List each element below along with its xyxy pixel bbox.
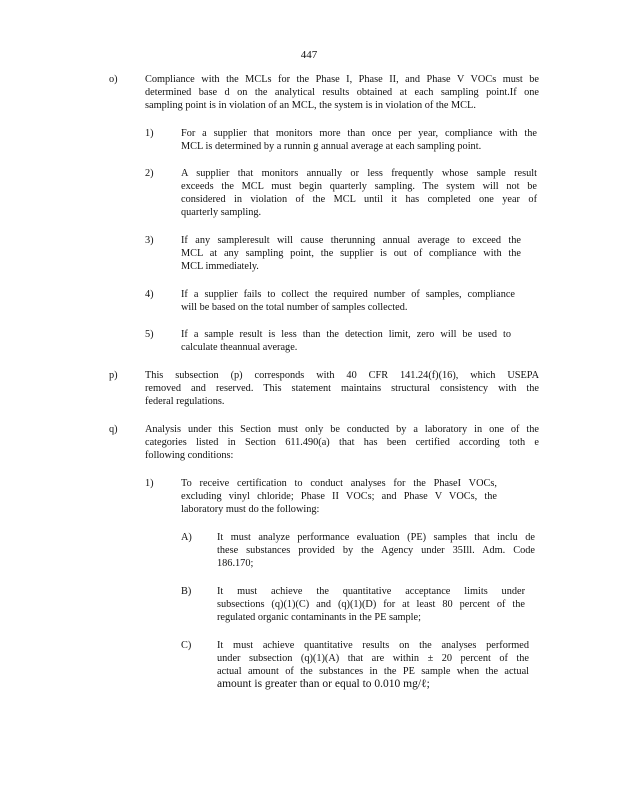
item-p-label: p): [109, 370, 118, 381]
text-line: If a sample result is less than the detection limit, zero will be used to: [181, 329, 511, 340]
item-o-4-label: 4): [145, 289, 154, 300]
text-line: categories listed in Section 611.490(a) that has been certified according toth e: [145, 437, 539, 448]
text-line: 186.170;: [217, 558, 254, 569]
text-line: For a supplier that monitors more than once per year, compliance with the: [181, 128, 537, 139]
text-line: Compliance with the MCLs for the Phase I, Phase II, and Phase V VOCs must be: [145, 74, 539, 85]
text-line: following conditions:: [145, 450, 234, 461]
text-line: It must achieve quantitative results on the analyses performed: [217, 640, 529, 651]
text-line: This subsection (p) corresponds with 40 CFR 141.24(f)(16), which USEPA: [145, 370, 539, 381]
item-q-1-text: [181, 477, 497, 516]
text-line: calculate theannual average.: [181, 342, 298, 353]
item-o-3-label: 3): [145, 235, 154, 246]
text-line: If a supplier fails to collect the required number of samples, compliance: [181, 289, 515, 300]
text-line: It must analyze performance evaluation (PE) samples that inclu de: [217, 532, 535, 543]
text-line: removed and reserved. This statement maintains structural consistency with the: [145, 383, 539, 394]
item-o-1-label: 1): [145, 128, 154, 139]
text-line: If any sampleresult will cause therunning annual average to exceed the: [181, 235, 521, 246]
item-q-1-b-text: [217, 585, 525, 624]
text-line: MCL immediately.: [181, 261, 259, 272]
text-line: actual amount of the substances in the PE sample when the actual: [217, 666, 529, 677]
text-line: laboratory must do the following:: [181, 504, 320, 515]
text-line: It must achieve the quantitative acceptance limits under: [217, 586, 525, 597]
text-line: A supplier that monitors annually or less frequently whose sample result: [181, 168, 537, 179]
text-line: will be based on the total number of samples collected.: [181, 302, 408, 313]
text-line: amount is greater than or equal to 0.010 mg/ℓ;: [217, 678, 430, 690]
item-o-3-text: [181, 234, 521, 273]
item-o-5-text: [181, 328, 511, 354]
text-line: federal regulations.: [145, 396, 225, 407]
item-o-2-text: [181, 167, 537, 219]
text-line: MCL at any sampling point, the supplier is out of compliance with the: [181, 248, 521, 259]
item-q-1-c-label: C): [181, 640, 192, 651]
text-line: quarterly sampling.: [181, 207, 262, 218]
text-line: To receive certification to conduct analyses for the PhaseI VOCs,: [181, 478, 497, 489]
item-o-4-text: [181, 288, 515, 314]
item-p-text: [145, 369, 539, 408]
item-o-1-text: [181, 127, 537, 153]
item-q-text: [145, 423, 539, 462]
text-line: exceeds the MCL must begin quarterly sampling. The system will not be: [181, 181, 537, 192]
text-line: determined base d on the analytical results obtained at each sampling point.If one: [145, 87, 539, 98]
text-line: subsections (q)(1)(C) and (q)(1)(D) for at least 80 percent of the: [217, 599, 525, 610]
text-line: Analysis under this Section must only be conducted by a laboratory in one of the: [145, 424, 539, 435]
text-line: MCL is determined by a runnin g annual average at each sampling point.: [181, 141, 482, 152]
text-line: sampling point is in violation of an MCL, the system is in violation of the MCL.: [145, 100, 476, 111]
item-q-1-label: 1): [145, 478, 154, 489]
text-line: these substances provided by the Agency under 35Ill. Adm. Code: [217, 545, 535, 556]
text-line: regulated organic contaminants in the PE sample;: [217, 612, 421, 623]
item-o-2-label: 2): [145, 168, 154, 179]
page-number: 447: [300, 49, 318, 61]
item-o-5-label: 5): [145, 329, 154, 340]
text-line: under subsection (q)(1)(A) that are within ± 20 percent of the: [217, 653, 529, 664]
text-line: considered in violation of the MCL until it has completed one year of: [181, 194, 537, 205]
item-o-label: o): [109, 74, 118, 85]
item-q-1-b-label: B): [181, 586, 192, 597]
item-o-text: [145, 73, 539, 112]
item-q-label: q): [109, 424, 118, 435]
item-q-1-a-label: A): [181, 532, 192, 543]
item-q-1-a-text: [217, 531, 535, 570]
item-q-1-c-text: [217, 639, 529, 691]
text-line: excluding vinyl chloride; Phase II VOCs; and Phase V VOCs, the: [181, 491, 497, 502]
